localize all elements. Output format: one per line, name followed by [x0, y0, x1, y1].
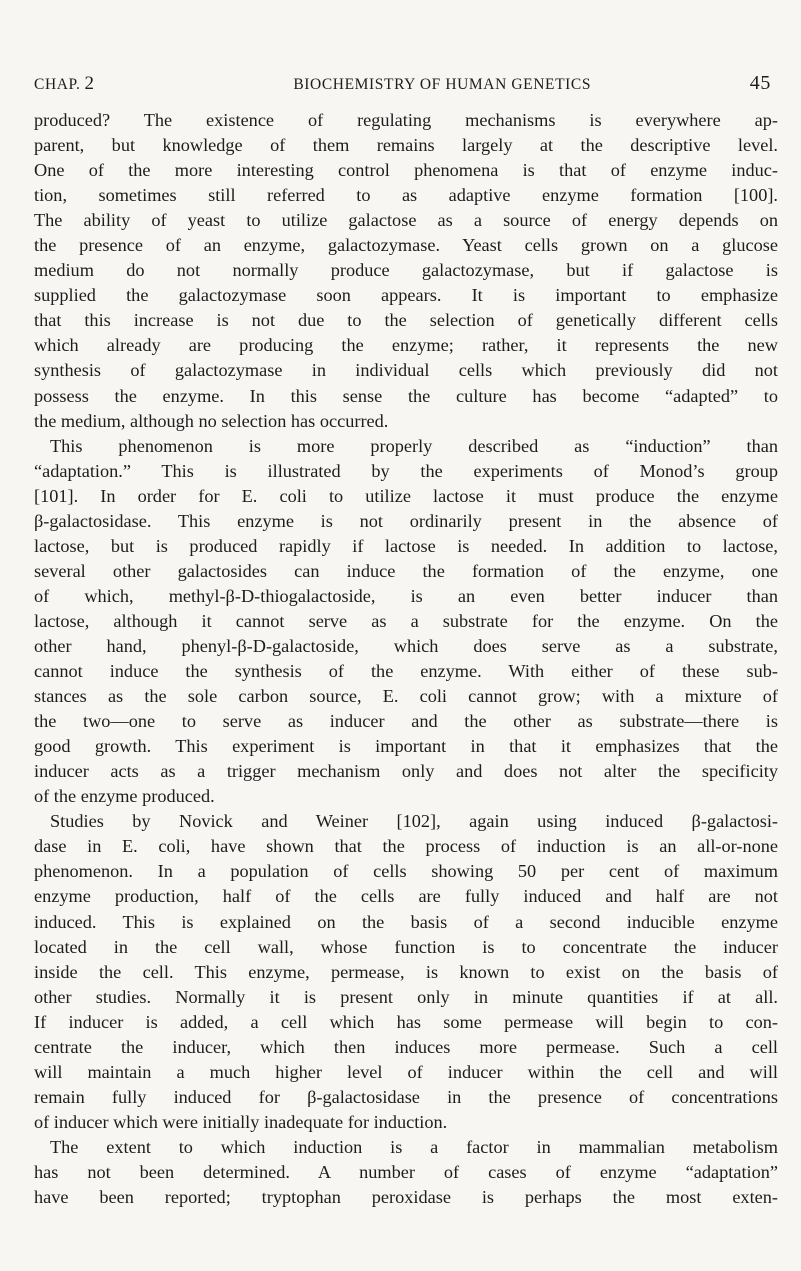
body-text: [34, 108, 778, 1210]
text-line: synthesis of galactozymase in individual cells which previously did not: [34, 360, 778, 381]
text-line: the two—one to serve as inducer and the other as substrate—there is: [34, 711, 778, 732]
text-line: inducer acts as a trigger mechanism only and does not alter the specificity: [34, 761, 778, 782]
running-header: [34, 72, 771, 102]
chapter-label: CHAP. 2: [34, 73, 95, 94]
text-line: which already are producing the enzyme; rather, it represents the new: [34, 335, 778, 356]
text-line: located in the cell wall, whose function is to concentrate the inducer: [34, 936, 778, 957]
text-line: induced. This is explained on the basis of a second inducible enzyme: [34, 911, 778, 932]
text-line: good growth. This experiment is important in that it emphasizes that the: [34, 736, 778, 757]
text-line: tion, sometimes still referred to as adaptive enzyme formation [100].: [34, 185, 778, 206]
text-line: of inducer which were initially inadequate for induction.: [34, 1111, 448, 1132]
text-line: enzyme production, half of the cells are fully induced and half are not: [34, 886, 778, 907]
text-line: that this increase is not due to the selection of genetically different cells: [34, 310, 778, 331]
text-line: other studies. Normally it is present only in minute quantities if at all.: [34, 986, 778, 1007]
text-line: If inducer is added, a cell which has some permease will begin to con-: [34, 1011, 778, 1032]
running-title: BIOCHEMISTRY OF HUMAN GENETICS: [293, 76, 592, 93]
text-line: dase in E. coli, have shown that the process of induction is an all-or-none: [34, 836, 778, 857]
text-line: This phenomenon is more properly described as “induction” than: [50, 435, 778, 456]
text-line: have been reported; tryptophan peroxidase is perhaps the most exten-: [34, 1187, 778, 1208]
text-line: possess the enzyme. In this sense the culture has become “adapted” to: [34, 385, 778, 406]
text-line: The extent to which induction is a factor in mammalian metabolism: [50, 1136, 778, 1157]
text-line: produced? The existence of regulating mechanisms is everywhere ap-: [34, 110, 778, 130]
text-line: the presence of an enzyme, galactozymase. Yeast cells grown on a glucose: [34, 235, 778, 256]
text-line: has not been determined. A number of cases of enzyme “adaptation”: [34, 1161, 778, 1182]
text-line: of which, methyl-β-D-thiogalactoside, is an even better inducer than: [34, 585, 778, 606]
text-line: stances as the sole carbon source, E. coli cannot grow; with a mixture of: [34, 686, 778, 707]
text-line: several other galactosides can induce the formation of the enzyme, one: [34, 560, 778, 581]
text-line: lactose, although it cannot serve as a substrate for the enzyme. On the: [34, 610, 778, 631]
text-line: other hand, phenyl-β-D-galactoside, which does serve as a substrate,: [34, 635, 778, 656]
text-line: supplied the galactozymase soon appears. It is important to emphasize: [34, 285, 778, 306]
text-line: of the enzyme produced.: [34, 786, 215, 807]
text-line: inside the cell. This enzyme, permease, is known to exist on the basis of: [34, 961, 778, 982]
text-line: “adaptation.” This is illustrated by the experiments of Monod’s group: [34, 460, 778, 481]
text-line: The ability of yeast to utilize galactose as a source of energy depends on: [34, 210, 778, 231]
text-line: [101]. In order for E. coli to utilize lactose it must produce the enzyme: [34, 485, 778, 506]
text-line: will maintain a much higher level of inducer within the cell and will: [34, 1061, 778, 1082]
text-line: the medium, although no selection has occurred.: [34, 410, 389, 431]
page-number: 45: [749, 72, 771, 94]
text-line: centrate the inducer, which then induces more permease. Such a cell: [34, 1036, 778, 1057]
text-line: phenomenon. In a population of cells showing 50 per cent of maximum: [34, 861, 778, 882]
text-line: lactose, but is produced rapidly if lactose is needed. In addition to lactose,: [34, 535, 778, 556]
text-line: medium do not normally produce galactozymase, but if galactose is: [34, 260, 778, 281]
text-line: remain fully induced for β-galactosidase in the presence of concentrations: [34, 1086, 778, 1107]
text-line: One of the more interesting control phenomena is that of enzyme induc-: [34, 160, 778, 181]
text-line: Studies by Novick and Weiner [102], again using induced β-galactosi-: [50, 811, 778, 832]
text-line: β-galactosidase. This enzyme is not ordinarily present in the absence of: [34, 510, 778, 531]
text-line: cannot induce the synthesis of the enzyme. With either of these sub-: [34, 661, 778, 682]
text-line: parent, but knowledge of them remains largely at the descriptive level.: [34, 135, 778, 156]
